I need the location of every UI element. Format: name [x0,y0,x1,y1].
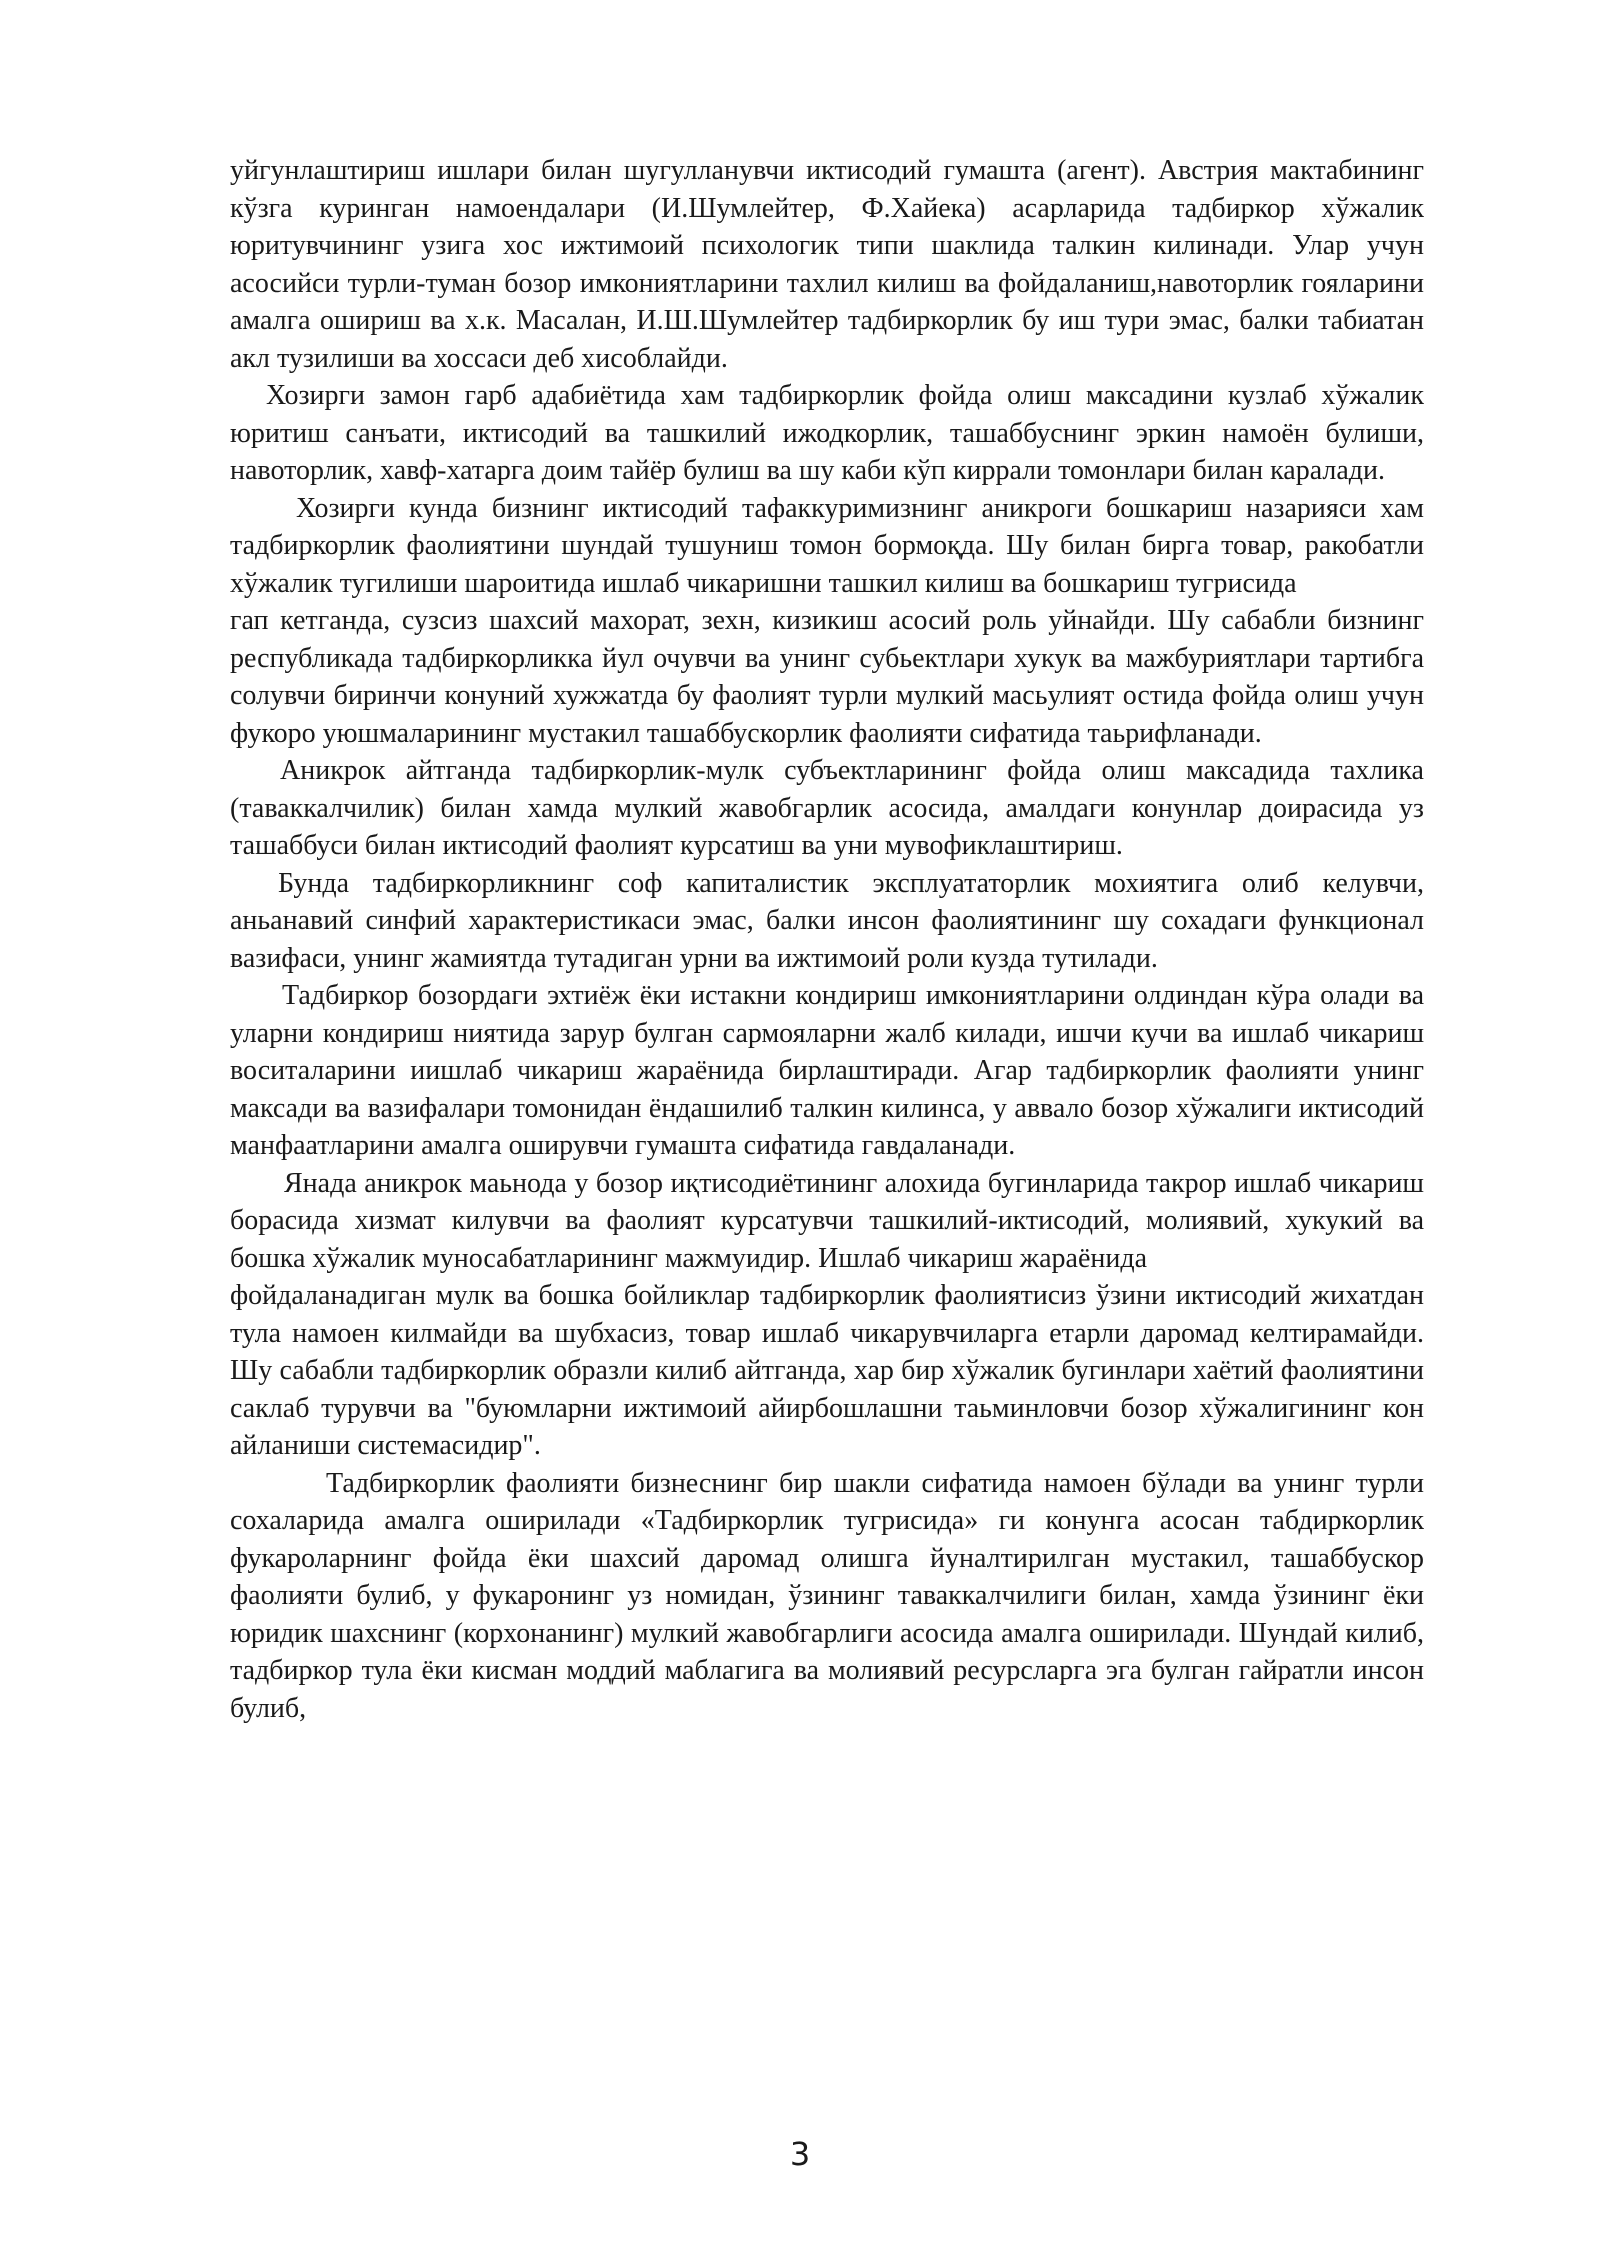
paragraph-9: фойдаланадиган мулк ва бошка бойликлар тадбиркорлик фаолиятисиз ўзини иктисодий жихатдан тула намоен килмайди ва шубхасиз, товар ишлаб чикарувчиларга етарли даромад келтирамайди. Шу сабабли тадбиркорлик образли килиб айтганда, хар бир хўжалик бугинлари хаётий фаолиятини саклаб турувчи ва "буюмларни ижтимоий айирбошлашни таьминловчи бозор хўжалигининг кон айланиши системасидир". [230,1280,1424,1461]
paragraph-3: Хозирги кунда бизнинг иктисодий тафаккуримизнинг аникроги бошкариш назарияси хам тадбиркорлик фаолиятини шундай тушуниш томон бормоқда. Шу билан бирга товар, ракобатли хўжалик тугилиши шароитида ишлаб чикаришни ташкил килиш ва бошкариш тугрисида [230,492,1424,599]
paragraph-10: Тадбиркорлик фаолияти бизнеснинг бир шакли сифатида намоен бўлади ва унинг турли сохаларида амалга оширилади «Тадбиркорлик тугрисида» ги конунга асосан табдиркорлик фукароларнинг фойда ёки шахсий даромад олишга йуналтирилган мустакил, ташаббускор фаолияти булиб, у фукаронинг уз номидан, ўзининг таваккалчилиги билан, хамда ўзининг ёки юридик шахснинг (корхонанинг) мулкий жавобгарлиги асосида амалга оширилади. Шундай килиб, тадбиркор тула ёки кисман моддий маблагига ва молиявий ресурсларга эга булган гайратли инсон булиб, [230,1467,1424,1724]
paragraph-8: Янада аникрок маьнода у бозор иқтисодиётининг алохида бугинларида такрор ишлаб чикариш борасида хизмат килувчи ва фаолият курсатувчи ташкилий-иктисодий, молиявий, хукукий ва бошка хўжалик муносабатларининг мажмуидир. Ишлаб чикариш жараёнида [230,1167,1424,1274]
paragraph-5: Аникрок айтганда тадбиркорлик-мулк субъектларининг фойда олиш максадида тахлика (таваккалчилик) билан хамда мулкий жавобгарлик асосида, амалдаги конунлар доирасида уз ташаббуси билан иктисодий фаолият курсатиш ва уни мувофиклаштириш. [230,755,1424,861]
paragraph-1: уйгунлаштириш ишлари билан шугулланувчи иктисодий гумашта (агент). Австрия мактабининг кўзга куринган намоендалари (И.Шумлейтер, Ф.Хайека) асарларида тадбиркор хўжалик юритувчининг узига хос ижтимоий психологик типи шаклида талкин килинади. Улар учун асосийси турли-туман бозор имкониятларини тахлил килиш ва фойдаланиш,навоторлик гояларини амалга ошириш ва х.к. Масалан, И.Ш.Шумлейтер тадбиркорлик бу иш тури эмас, балки табиатан акл тузилиши ва хоссаси деб хисоблайди. [230,155,1424,374]
body-text [230,152,1424,1727]
paragraph-6: Бунда тадбиркорликнинг соф капиталистик эксплуататорлик мохиятига олиб келувчи, аньанавий синфий характеристикаси эмас, балки инсон фаолиятининг шу сохадаги функционал вазифаси, унинг жамиятда тутадиган урни ва ижтимоий роли кузда тутилади. [230,867,1424,974]
paragraph-7: Тадбиркор бозордаги эхтиёж ёки истакни кондириш имкониятларини олдиндан кўра олади ва уларни кондириш ниятида зарур булган сармояларни жалб килади, ишчи кучи ва ишлаб чикариш воситаларини иишлаб чикариш жараёнида бирлаштиради. Агар тадбиркорлик фаолияти унинг максади ва вазифалари томонидан ёндашилиб талкин килинса, у аввало бозор хўжалиги иктисодий манфаатларини амалга оширувчи гумашта сифатида гавдаланади. [230,980,1424,1161]
page-number: 3 [789,2135,811,2173]
paragraph-4: гап кетганда, сузсиз шахсий махорат, зехн, кизикиш асосий роль уйнайди. Шу сабабли бизнинг республикада тадбиркорликка йул очувчи ва унинг субьектлари хукук ва мажбуриятлари тартибга солувчи биринчи конуний хужжатда бу фаолият турли мулкий масьулият остида фойда олиш учун фукоро уюшмаларининг мустакил ташаббускорлик фаолияти сифатида таьрифланади. [230,605,1424,749]
paragraph-2: Хозирги замон гарб адабиётида хам тадбиркорлик фойда олиш максадини кузлаб хўжалик юритиш санъати, иктисодий ва ташкилий ижодкорлик, ташаббуснинг эркин намоён булиши, навоторлик, хавф-хатарга доим тайёр булиш ва шу каби кўп киррали томонлари билан каралади. [230,380,1424,486]
